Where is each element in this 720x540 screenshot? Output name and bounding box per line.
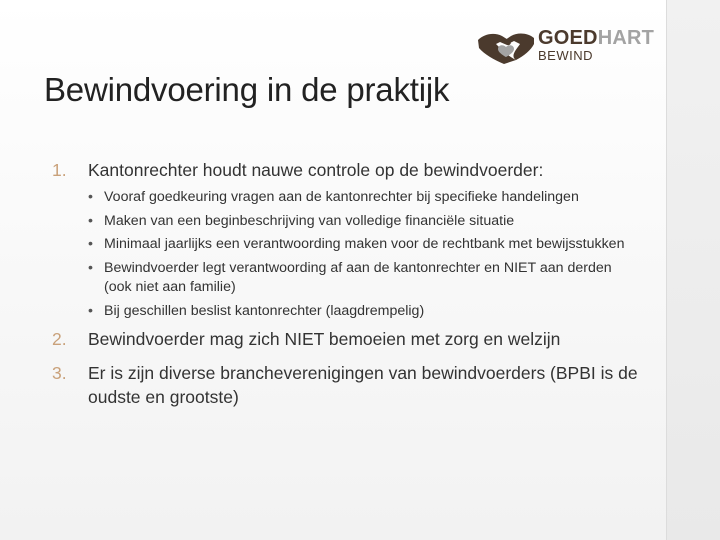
logo-text <box>538 28 654 62</box>
logo-wordmark <box>538 28 654 48</box>
item-number: 3. <box>52 362 67 383</box>
sub-bullet: • Minimaal jaarlijks een verantwoording maken voor de rechtbank met bewijsstukken <box>88 235 642 255</box>
logo-subtitle: BEWIND <box>538 48 593 63</box>
hands-heart-icon <box>476 26 536 66</box>
item-text: Bewindvoerder mag zich NIET bemoeien met zorg en welzijn <box>88 328 561 349</box>
right-decorative-strip <box>666 0 720 540</box>
slide-content <box>52 158 642 409</box>
sub-bullet: • Bij geschillen beslist kantonrechter (laagdrempelig) <box>88 302 642 322</box>
numbered-item-2 <box>52 327 642 351</box>
sub-bullet-list <box>88 188 642 322</box>
numbered-item-3 <box>52 361 642 409</box>
logo-hart: HART <box>597 27 655 49</box>
item-text: Er is zijn diverse brancheverenigingen van bewindvoerders (BPBI is de oudste en grootste) <box>88 362 638 407</box>
item-number: 1. <box>52 160 67 180</box>
numbered-item-1 <box>52 158 642 322</box>
sub-bullet: • Maken van een beginbeschrijving van volledige financiële situatie <box>88 212 642 232</box>
sub-bullet: • Bewindvoerder legt verantwoording af aan de kantonrechter en NIET aan derden (ook niet aan familie) <box>88 259 642 298</box>
sub-bullet: • Vooraf goedkeuring vragen aan de kantonrechter bij specifieke handelingen <box>88 188 642 208</box>
item-number: 2. <box>52 328 67 349</box>
logo-goed: GOED <box>538 27 598 49</box>
slide-title: Bewindvoering in de praktijk <box>44 71 450 108</box>
goedhart-logo <box>476 26 656 66</box>
item-text: Kantonrechter houdt nauwe controle op de bewindvoerder: <box>88 160 544 180</box>
